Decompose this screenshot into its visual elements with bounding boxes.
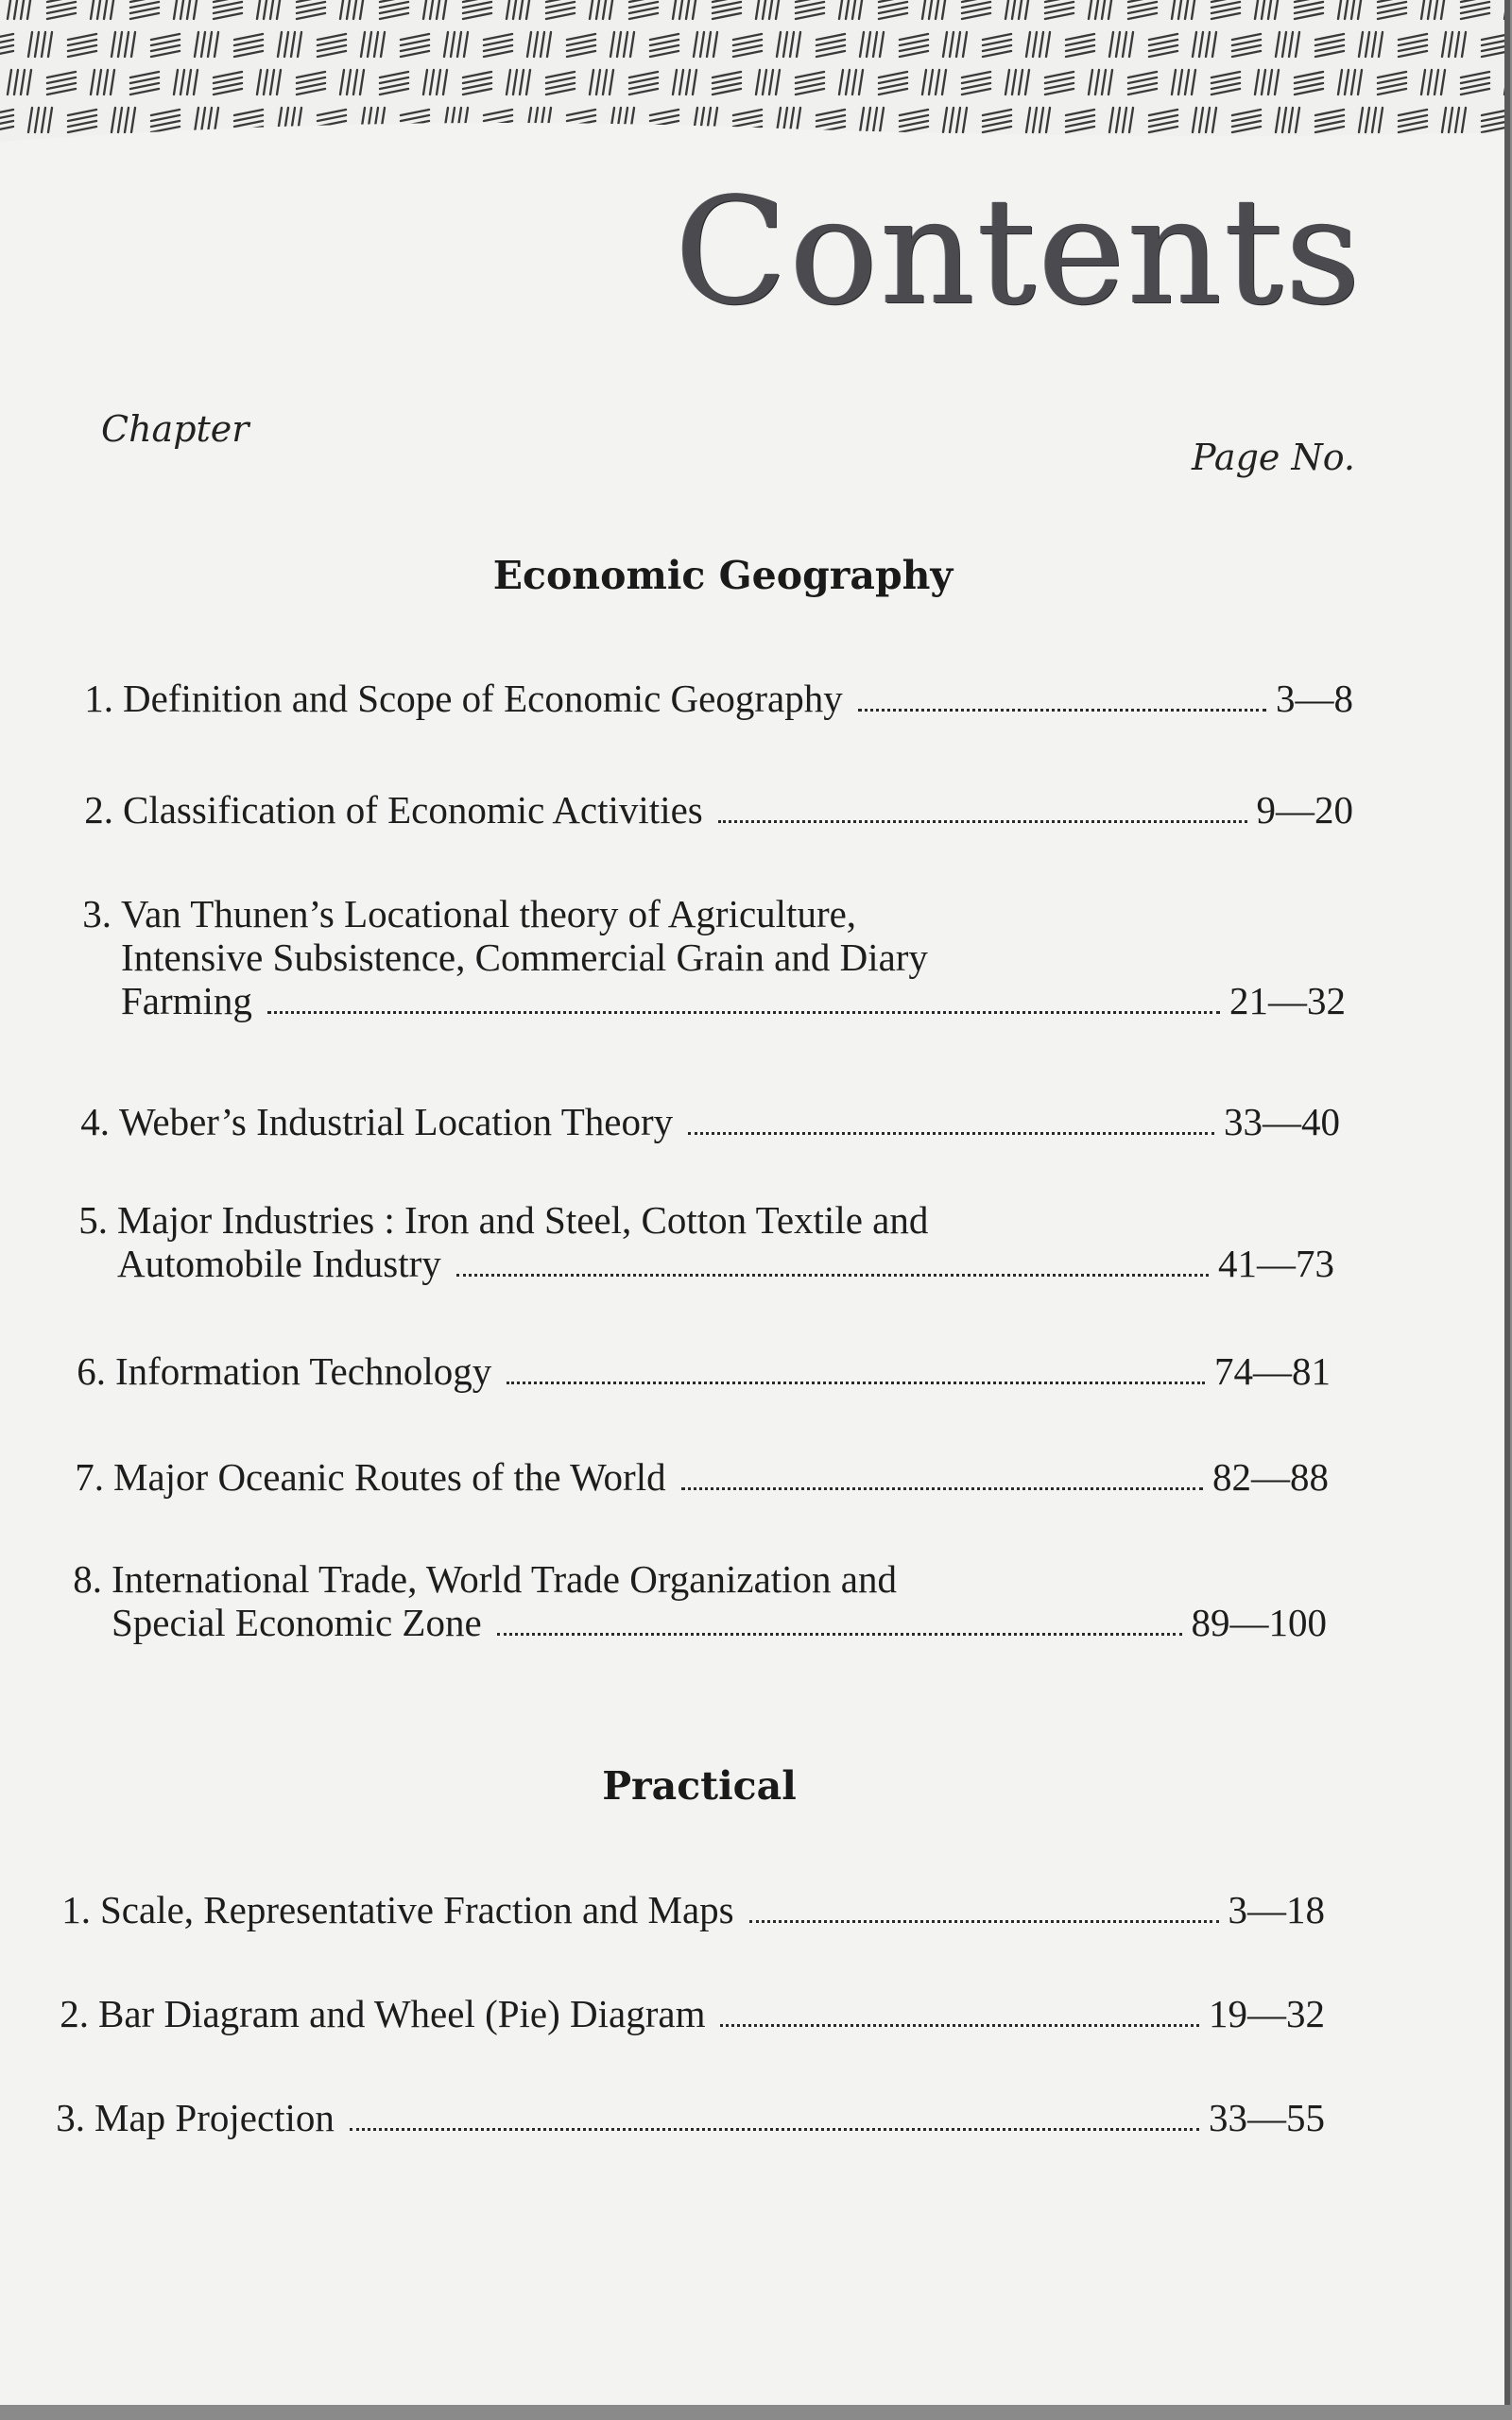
entry-pages: 33—40 [1224,1100,1340,1143]
entry-title-line: International Trade, World Trade Organization and [112,1557,897,1601]
entry-title-line: Major Industries : Iron and Steel, Cotton Textile and [117,1198,929,1242]
entry-pages: 3—18 [1228,1888,1325,1931]
entry-number: 2. [84,788,113,832]
dot-leader [720,2024,1199,2027]
entry-pages: 19—32 [1209,1992,1325,2035]
entry-title: Bar Diagram and Wheel (Pie) Diagram [98,1992,706,2035]
entry-title-line: Van Thunen’s Locational theory of Agriculture, [121,892,857,935]
entry-pages: 41—73 [1218,1242,1334,1285]
dot-leader [497,1633,1182,1636]
dot-leader [456,1274,1209,1277]
entry-title: Definition and Scope of Economic Geography [123,677,843,720]
entry-title: Information Technology [115,1349,492,1393]
dot-leader [858,709,1266,712]
entry-number: 3. [82,892,112,935]
entry-pages: 21—32 [1229,979,1346,1022]
page-title: Contents [675,165,1363,337]
entry-title: Scale, Representative Fraction and Maps [100,1888,734,1931]
dot-leader [749,1920,1219,1923]
dot-leader [718,820,1247,823]
entry-pages: 9—20 [1256,788,1353,832]
entry-title: Map Projection [94,2096,335,2139]
entry-number: 3. [56,2096,85,2139]
dot-leader [507,1382,1205,1384]
entry-number: 1. [84,677,113,720]
section-heading-practical: Practical [602,1763,797,1809]
entry-title-line: Intensive Subsistence, Commercial Grain and Diary [121,935,928,979]
entry-title-line: Special Economic Zone [112,1601,482,1644]
section-heading-economic-geography: Economic Geography [492,553,954,598]
entry-title: Major Oceanic Routes of the World [113,1455,666,1499]
entry-pages: 82—88 [1212,1455,1329,1499]
entry-number: 7. [75,1455,104,1499]
column-header-page-no: Page No. [1192,437,1355,478]
dot-leader [350,2128,1199,2131]
column-header-chapter: Chapter [101,408,249,450]
dot-leader [681,1487,1203,1490]
entry-number: 5. [78,1198,108,1242]
entry-number: 4. [80,1100,110,1143]
entry-number: 8. [73,1557,102,1601]
entry-pages: 3—8 [1276,677,1353,720]
entry-pages: 89—100 [1191,1601,1327,1644]
entry-title-line: Farming [121,979,252,1022]
hatch-pattern [0,0,1504,151]
entry-pages: 74—81 [1214,1349,1331,1393]
entry-number: 2. [60,1992,89,2035]
entry-title-line: Automobile Industry [117,1242,441,1285]
entry-number: 6. [77,1349,106,1393]
entry-pages: 33—55 [1209,2096,1325,2139]
entry-number: 1. [61,1888,91,1931]
dot-leader [688,1132,1214,1135]
entry-title: Classification of Economic Activities [123,788,703,832]
entry-title: Weber’s Industrial Location Theory [119,1100,674,1143]
decorative-pattern-band [0,0,1504,151]
dot-leader [267,1011,1220,1014]
